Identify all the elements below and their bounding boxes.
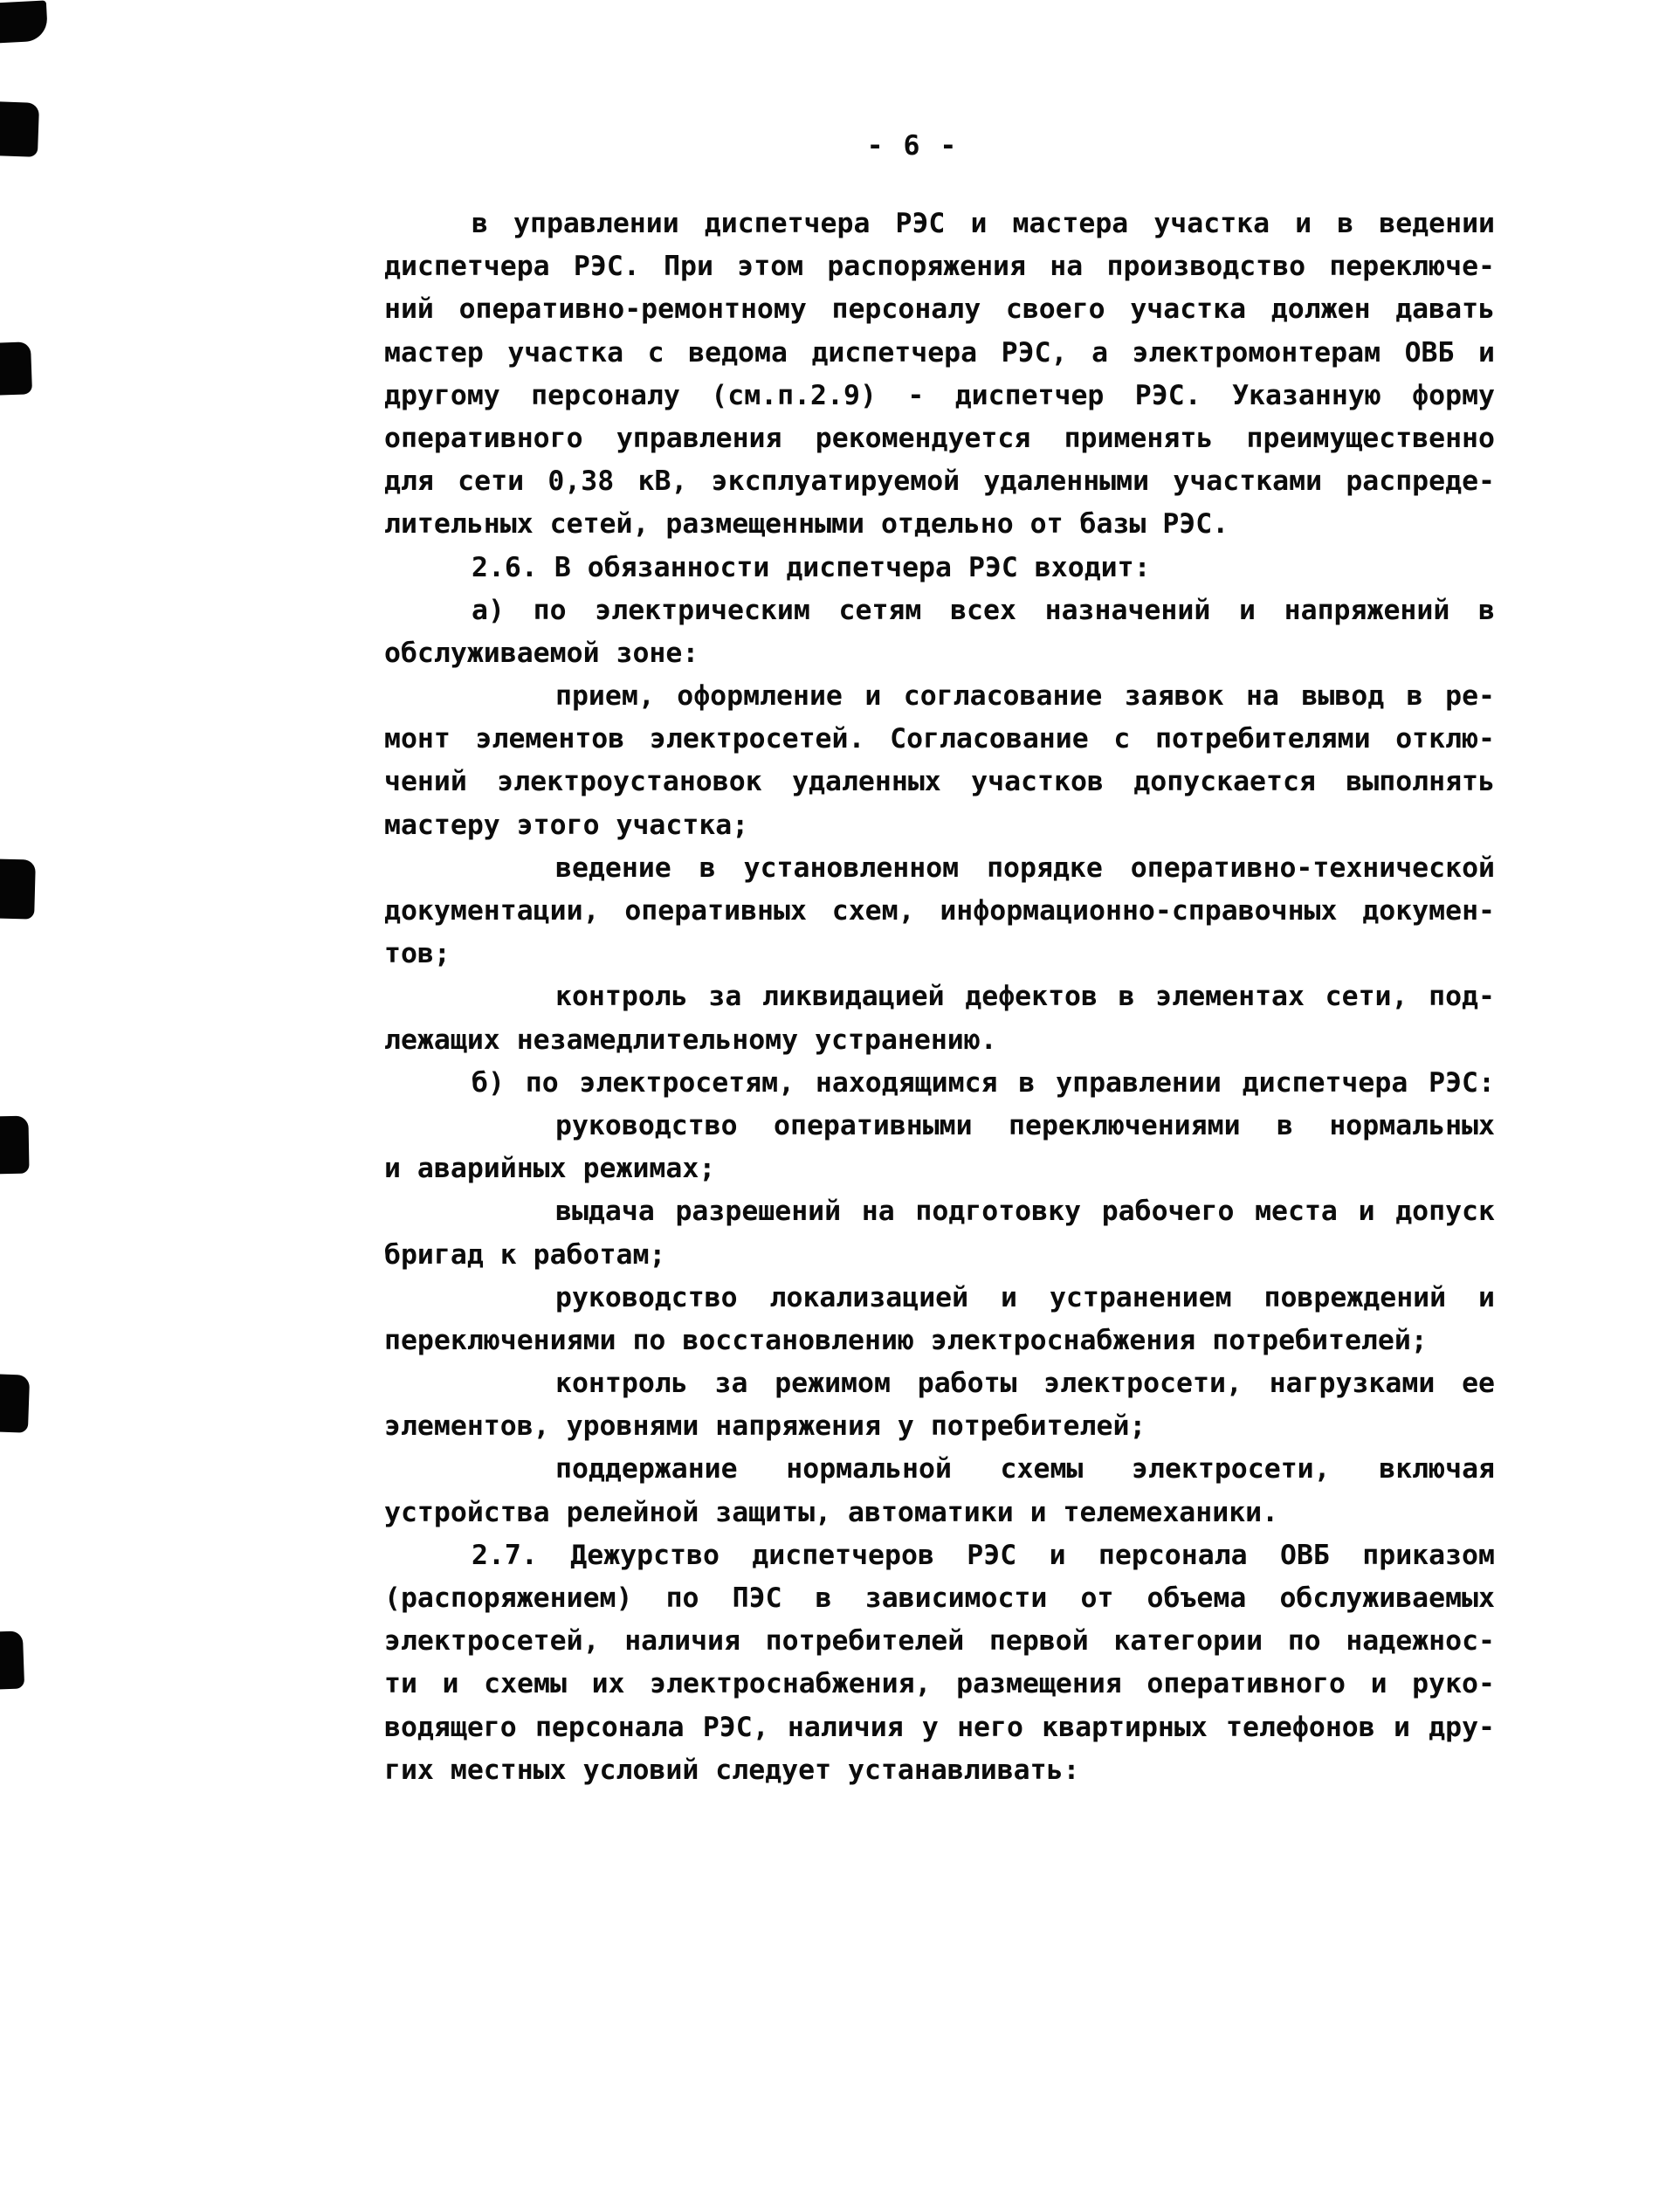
text-line: для сети 0,38 кВ, эксплуатируемой удаленными участками распреде- — [384, 465, 1495, 498]
text-line: а) по электрическим сетям всех назначений и напряжений в — [472, 594, 1495, 626]
text-line: чений электроустановок удаленных участков допускается выполнять — [384, 766, 1495, 798]
text-line: контроль за режимом работы электросети, нагрузками ее — [555, 1368, 1495, 1400]
text-line: бригад к работам; — [384, 1238, 666, 1271]
scan-artifact — [0, 341, 32, 395]
text-line: ний оперативно-ремонтному персоналу своего участка должен давать — [384, 293, 1495, 326]
text-line: ведение в установленном порядке оперативно-технической — [555, 851, 1495, 884]
text-line: и аварийных режимах; — [384, 1153, 716, 1185]
text-line: прием, оформление и согласование заявок на вывод в ре- — [555, 680, 1495, 713]
text-line: ти и схемы их электроснабжения, размещения оперативного и руко- — [384, 1668, 1495, 1700]
text-line: диспетчера РЭС. При этом распоряжения на производство переключе- — [384, 251, 1495, 283]
text-line: гих местных условий следует устанавливать: — [384, 1754, 1080, 1786]
page-number: - 6 - — [866, 130, 959, 162]
text-line: (распоряжением) по ПЭС в зависимости от объема обслуживаемых — [384, 1582, 1495, 1614]
text-line: мастер участка с ведома диспетчера РЭС, а электромонтерам ОВБ и — [384, 336, 1495, 369]
text-line: б) по электросетям, находящимся в управлении диспетчера РЭС: — [472, 1066, 1495, 1099]
text-line: устройства релейной защиты, автоматики и телемеханики. — [384, 1496, 1279, 1528]
text-line: мастеру этого участка; — [384, 809, 749, 841]
text-line: лительных сетей, размещенными отдельно от базы РЭС. — [384, 508, 1229, 541]
scan-artifact — [0, 1630, 24, 1689]
text-line: поддержание нормальной схемы электросети, включая — [555, 1453, 1495, 1486]
document-text — [384, 203, 1495, 1792]
text-line: оперативного управления рекомендуется применять преимущественно — [384, 422, 1495, 454]
text-line: 2.7. Дежурство диспетчеров РЭС и персонала ОВБ приказом — [472, 1539, 1495, 1571]
text-line: 2.6. В обязанности диспетчера РЭС входит: — [472, 551, 1151, 583]
text-line: руководство локализацией и устранением повреждений и — [555, 1281, 1495, 1313]
text-line: тов; — [384, 938, 451, 970]
text-line: документации, оперативных схем, информационно-справочных докумен- — [384, 895, 1495, 927]
text-line: контроль за ликвидацией дефектов в элементах сети, под- — [555, 981, 1495, 1013]
text-line: водящего персонала РЭС, наличия у него квартирных телефонов и дру- — [384, 1711, 1495, 1743]
scan-artifact — [0, 1374, 30, 1432]
text-line: элементов, уровнями напряжения у потребителей; — [384, 1410, 1146, 1443]
text-line: в управлении диспетчера РЭС и мастера участка и в ведении — [472, 208, 1495, 239]
scan-artifact — [0, 101, 39, 157]
scan-artifact — [0, 1116, 30, 1175]
text-line: руководство оперативными переключениями в нормальных — [555, 1109, 1495, 1141]
text-line: другому персоналу (см.п.2.9) - диспетчер РЭС. Указанную форму — [384, 379, 1495, 411]
text-line: переключениями по восстановлению электроснабжения потребителей; — [384, 1324, 1428, 1356]
text-line: монт элементов электросетей. Согласование с потребителями отклю- — [384, 723, 1495, 755]
text-line: обслуживаемой зоне: — [384, 637, 699, 669]
scan-artifact — [0, 0, 48, 43]
text-line: выдача разрешений на подготовку рабочего места и допуск — [555, 1196, 1495, 1228]
text-line: электросетей, наличия потребителей первой категории по надежнос- — [384, 1625, 1495, 1658]
scan-artifact — [0, 858, 36, 919]
text-line: лежащих незамедлительному устранению. — [384, 1024, 997, 1056]
